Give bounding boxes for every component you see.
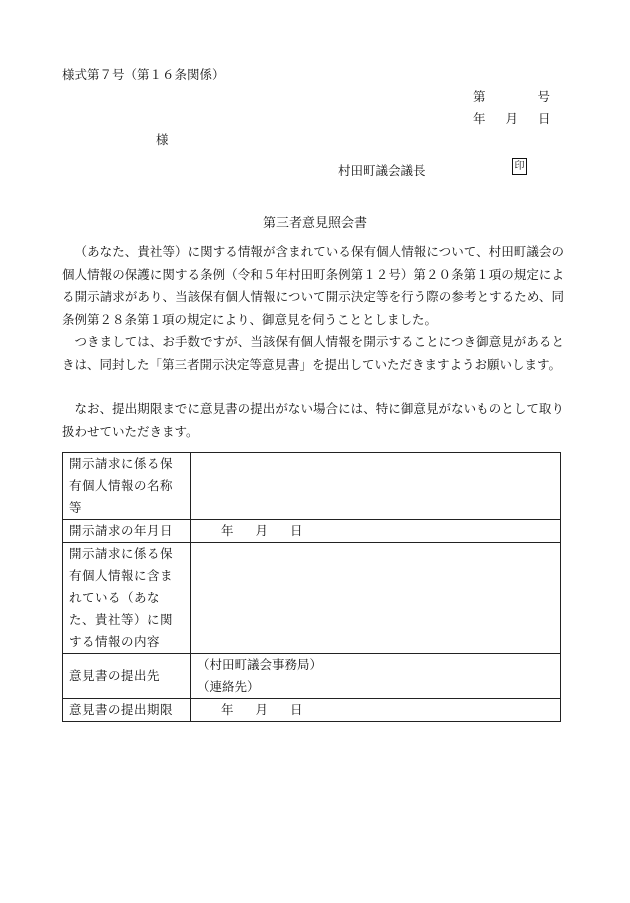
issue-date-day: 日 [538,111,551,126]
table-row [63,543,561,654]
issue-date-year: 年 [473,111,486,126]
body-paragraph-1: （あなた、貴社等）に関する情報が含まれている保有個人情報について、村田町議会の個人情報の保護に関する条例（令和５年村田町条例第１２号）第２０条第１項の規定による開示請求があり、当該保有個人情報について開示決定等を行う際の参考とするため、同条例第２８条第１項の規定により、御意見を伺うこととしました。 [62,244,564,327]
request-date-month: 月 [255,523,269,538]
table-row [63,699,561,722]
row-value-submission-deadline [191,699,561,722]
row-label-submission-deadline: 意見書の提出期限 [63,699,191,722]
recipient-honorific: 様 [156,132,169,147]
request-date-day: 日 [290,523,303,538]
document-number-prefix: 第 [473,89,486,104]
row-label-info-content: 開示請求に係る保有個人情報に含まれている（あなた、貴社等）に関する情報の内容 [63,543,191,654]
submission-office: （村田町議会事務局） [197,657,323,672]
row-value-info-name [191,453,561,520]
document-title: 第三者意見照会書 [262,216,367,231]
issue-date-month: 月 [505,111,519,126]
row-value-request-date [191,520,561,543]
row-label-request-date: 開示請求の年月日 [63,520,191,543]
body-paragraph-3: なお、提出期限までに意見書の提出がない場合には、特に御意見がないものとして取り扱わせていただきます。 [62,401,564,439]
submission-contact: （連絡先） [197,679,260,694]
seal-mark: 印 [512,158,527,175]
row-value-submission-destination [191,654,561,699]
table-row [63,520,561,543]
deadline-day: 日 [290,702,303,717]
deadline-month: 月 [255,702,269,717]
document-number-line [473,87,550,105]
row-label-info-name: 開示請求に係る保有個人情報の名称等 [63,453,191,520]
table-row [63,453,561,520]
issue-date-line [473,109,551,127]
row-value-info-content [191,543,561,654]
info-table [62,452,561,722]
request-date-year: 年 [221,523,234,538]
form-number: 様式第７号（第１６条関係） [62,67,225,82]
table-row [63,654,561,699]
row-label-submission-destination: 意見書の提出先 [63,654,191,699]
sender-name: 村田町議会議長 [338,163,426,178]
body-paragraph-2: つきましては、お手数ですが、当該保有個人情報を開示することにつき御意見があるときは、同封した「第三者開示決定等意見書」を提出していただきますようお願いします。 [62,334,564,372]
deadline-year: 年 [221,702,234,717]
document-number-suffix: 号 [537,89,551,104]
